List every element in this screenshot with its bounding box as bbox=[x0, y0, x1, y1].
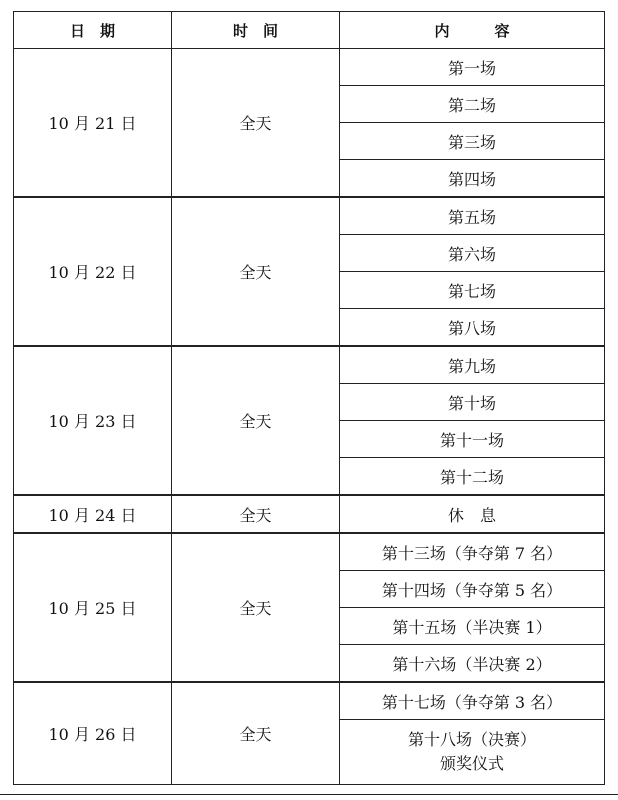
date-cell: 10 月 21 日 bbox=[14, 49, 172, 198]
date-cell: 10 月 24 日 bbox=[14, 495, 172, 533]
date-cell: 10 月 22 日 bbox=[14, 197, 172, 346]
content-cell: 第十五场（半决赛 1） bbox=[340, 608, 605, 645]
table-row bbox=[14, 533, 605, 571]
date-cell: 10 月 25 日 bbox=[14, 533, 172, 682]
content-cell: 第六场 bbox=[340, 235, 605, 272]
content-cell: 第十三场（争夺第 7 名） bbox=[340, 533, 605, 571]
content-cell: 第十一场 bbox=[340, 421, 605, 458]
time-cell: 全天 bbox=[172, 495, 340, 533]
content-cell: 第五场 bbox=[340, 197, 605, 235]
schedule-table bbox=[13, 11, 605, 785]
content-cell: 第九场 bbox=[340, 346, 605, 384]
content-cell: 第十七场（争夺第 3 名） bbox=[340, 682, 605, 720]
content-cell: 第十二场 bbox=[340, 458, 605, 496]
table-row bbox=[14, 49, 605, 86]
content-cell: 第二场 bbox=[340, 86, 605, 123]
time-cell: 全天 bbox=[172, 533, 340, 682]
date-cell: 10 月 26 日 bbox=[14, 682, 172, 785]
table-row bbox=[14, 346, 605, 384]
content-cell: 第三场 bbox=[340, 123, 605, 160]
header-time: 时 间 bbox=[172, 12, 340, 49]
content-cell: 第十八场（决赛） 颁奖仪式 bbox=[340, 720, 605, 785]
content-cell: 第七场 bbox=[340, 272, 605, 309]
content-cell: 休 息 bbox=[340, 495, 605, 533]
content-cell: 第一场 bbox=[340, 49, 605, 86]
header-row bbox=[14, 12, 605, 49]
schedule-body bbox=[14, 49, 605, 785]
header-content: 内 容 bbox=[340, 12, 605, 49]
header-date: 日 期 bbox=[14, 12, 172, 49]
page-bottom-rule bbox=[0, 794, 618, 795]
time-cell: 全天 bbox=[172, 346, 340, 495]
date-cell: 10 月 23 日 bbox=[14, 346, 172, 495]
content-cell: 第十六场（半决赛 2） bbox=[340, 645, 605, 683]
content-cell: 第十场 bbox=[340, 384, 605, 421]
time-cell: 全天 bbox=[172, 682, 340, 785]
content-cell: 第十四场（争夺第 5 名） bbox=[340, 571, 605, 608]
content-cell: 第四场 bbox=[340, 160, 605, 198]
time-cell: 全天 bbox=[172, 197, 340, 346]
content-cell: 第八场 bbox=[340, 309, 605, 347]
table-row bbox=[14, 682, 605, 720]
table-row bbox=[14, 197, 605, 235]
table-row bbox=[14, 495, 605, 533]
time-cell: 全天 bbox=[172, 49, 340, 198]
